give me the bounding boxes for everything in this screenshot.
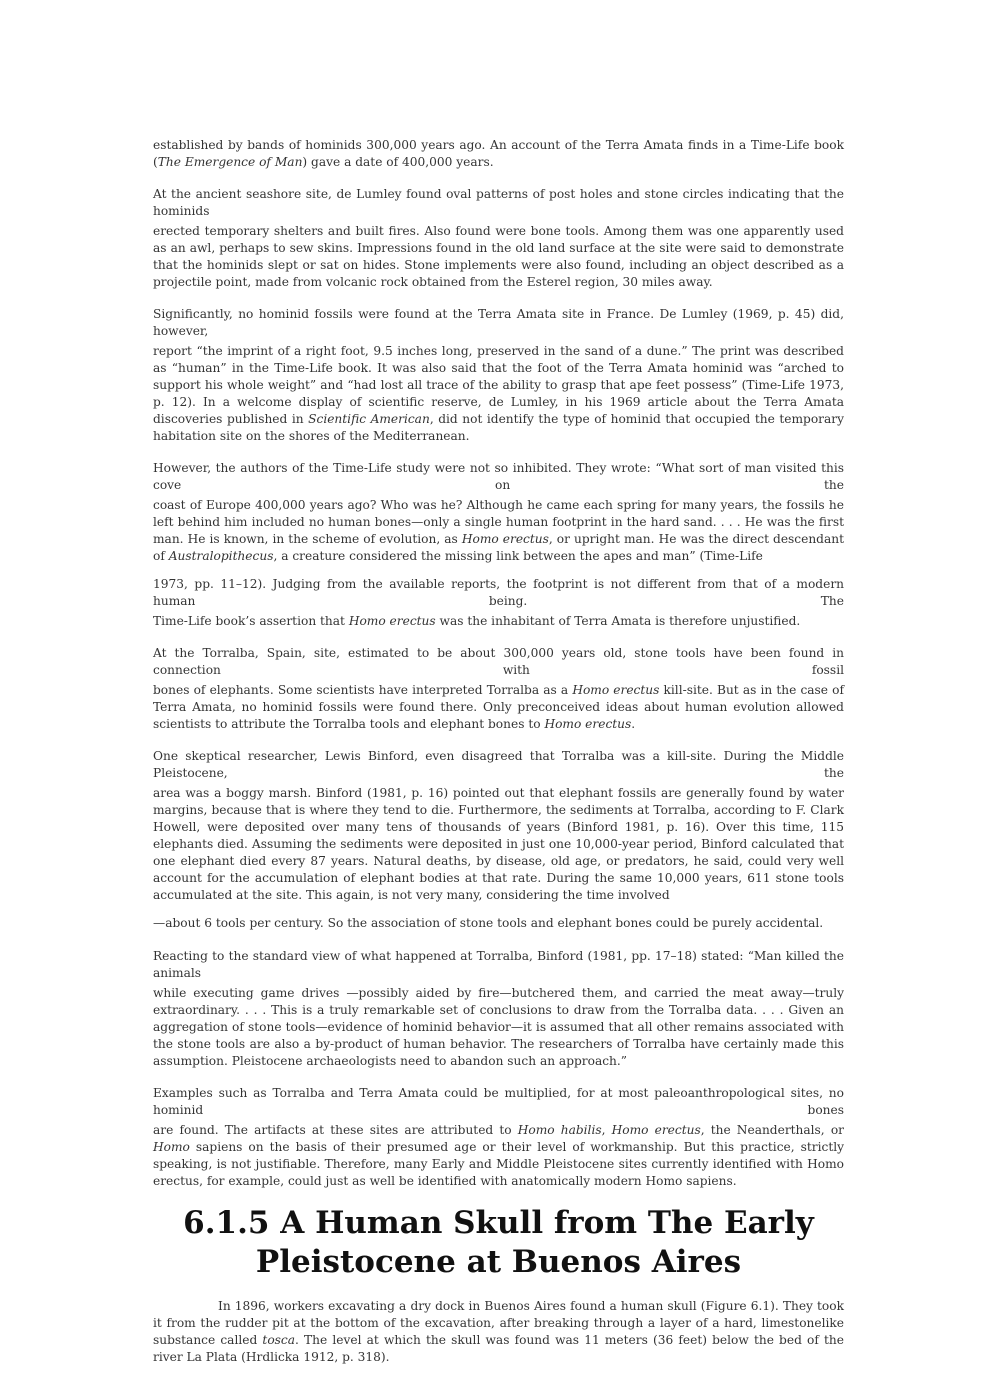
species-name: Homo erectus [461,532,549,546]
paragraph-examples [153,1085,844,1190]
text: coast of Europe 400,000 years ago? Who was he? Although he came each spring for many years, the fossils he left behind him included no human bones—only a single human footprint in the hard sand. . . . He was the first man. He is known, in the scheme of evolution, as [153,498,844,546]
species-name: Homo erectus [544,717,632,731]
species-name: Australopithecus [168,549,274,563]
paragraph-first-line: Examples such as Torralba and Terra Amata could be multiplied, for at most paleoanthropological sites, no hominid bones [153,1086,844,1117]
paragraph-binford [153,748,844,904]
paragraph-body: erected temporary shelters and built fires. Also found were bone tools. Among them was one apparently used as an awl, perhaps to sew skins. Impressions found in the old land surface at the site were said to demonstrate that the hominids slept or sat on hides. Stone implements were also found, including an object described as a projectile point, made from volcanic rock obtained from the Esterel region, 30 miles away. [153,224,844,289]
paragraph-terra-amata-date [153,137,844,171]
text: bones of elephants. Some scientists have interpreted Torralba as a [153,683,573,697]
text: was the inhabitant of Terra Amata is therefore unjustified. [435,614,801,628]
term-tosca: tosca [262,1333,296,1347]
text: sapiens on the basis of their presumed age or their level of workmanship. But this practice, strictly speaking, is not justifiable. Therefore, many Early and Middle Pleistocene sites currently identified with Homo erectus, for example, could just as well be identified with anatomically modern Homo sapiens. [153,1140,844,1188]
journal-title: Scientific American [308,412,430,426]
text: , or upright man. He was the direct descendant of [153,532,844,563]
paragraph-first-line: Significantly, no hominid fossils were found at the Terra Amata site in France. De Lumley (1969, p. 45) did, however, [153,307,844,338]
paragraph-tools-per-century [153,915,844,932]
species-name: Homo [153,1140,190,1154]
document-page [153,137,844,1366]
text: are found. The artifacts at these sites are attributed to [153,1123,518,1137]
paragraph-first-line: At the Torralba, Spain, site, estimated to be about 300,000 years old, stone tools have been found in connection with fossil [153,646,844,677]
text: . The level at which the skull was found was 11 meters (36 feet) below the bed of the river La Plata (Hrdlicka 1912, p. 318). [153,1333,844,1364]
paragraph-footprint-judgement [153,576,844,630]
text: , [601,1123,612,1137]
text: . [631,717,636,731]
text: , did not identify the type of hominid that occupied the temporary habitation site on the shores of the Mediterranean. [153,412,844,443]
book-title: The Emergence of Man [157,155,303,169]
text: In 1896, workers excavating a dry dock in Buenos Aires found a human skull (Figure 6.1). They took it from the rudder pit at the bottom of the excavation, after breaking through a layer of a hard, limestonelike substance called [153,1299,844,1347]
paragraph-no-fossils [153,306,844,445]
paragraph-first-line: One skeptical researcher, Lewis Binford, even disagreed that Torralba was a kill-site. During the Middle Pleistocene, the [153,749,844,780]
paragraph-torralba [153,645,844,733]
paragraph-body: while executing game drives —possibly aided by fire—butchered them, and carried the meat away—truly extraordinary. . . . This is a truly remarkable set of conclusions to draw from the Torralba data. . . . Given an aggregation of stone tools—evidence of hominid behavior—it is assumed that all other remains associated with the stone tools are also a by-product of human behavior. The researchers of Torralba have certainly made this assumption. Pleistocene archaeologists need to abandon such an approach.” [153,986,844,1068]
text: ) gave a date of 400,000 years. [302,155,494,169]
paragraph-first-line: However, the authors of the Time-Life study were not so inhibited. They wrote: “What sort of man visited this cove on the [153,461,844,492]
species-name: Homo erectus [348,614,436,628]
species-name: Homo habilis [517,1123,602,1137]
paragraph-body: area was a boggy marsh. Binford (1981, p. 16) pointed out that elephant fossils are generally found by water margins, because that is where they tend to die. Furthermore, the sediments at Torralba, according to F. Clark Howell, were deposited over many tens of thousands of years (Binford 1981, p. 16). Over this time, 115 elephants died. Assuming the sediments were deposited in just one 10,000-year period, Binford calculated that one elephant died every 87 years. Natural deaths, by disease, old age, or predators, he said, could very well account for the accumulation of elephant bodies at that rate. During the same 10,000 years, 611 stone tools accumulated at the site. This again, is not very many, considering the time involved [153,786,844,902]
text: , the Neanderthals, or [700,1123,844,1137]
species-name: Homo erectus [611,1123,701,1137]
text: established by bands of hominids 300,000 years ago. An account of the Terra Amata finds in a Time-Life book ( [153,138,844,169]
text: report “the imprint of a right foot, 9.5 inches long, preserved in the sand of a dune.” The print was described as “human” in the Time-Life book. It was also said that the foot of the Terra Amata hominid was “arched to support his whole weight” and “had lost all trace of the ability to grasp that ape feet possess” (Time-Life 1973, p. 12). In a welcome display of scientific reserve, de Lumley, in his 1969 article about the Terra Amata discoveries published in [153,344,844,426]
paragraph-first-line: 1973, pp. 11–12). Judging from the available reports, the footprint is not different from that of a modern human being. The [153,577,844,608]
paragraph-first-line: Reacting to the standard view of what happened at Torralba, Binford (1981, pp. 17–18) stated: “Man killed the animals [153,949,844,980]
paragraph-time-life-quote [153,460,844,565]
paragraph-buenos-aires-skull [153,1298,844,1366]
paragraph-binford-quote [153,948,844,1070]
paragraph-seashore-site [153,186,844,291]
text: Time-Life book’s assertion that [153,614,349,628]
section-heading-line-2: Pleistocene at Buenos Aires [255,1244,742,1280]
paragraph-first-line: At the ancient seashore site, de Lumley found oval patterns of post holes and stone circles indicating that the hominids [153,187,844,218]
text: , a creature considered the missing link between the apes and man” (Time-Life [273,549,763,563]
section-heading [153,1204,844,1282]
text: kill-site. But as in the case of Terra Amata, no hominid fossils were found there. Only preconceived ideas about human evolution allowed scientists to attribute the Torralba tools and elephant bones to [153,683,845,731]
paragraph-body: —about 6 tools per century. So the association of stone tools and elephant bones could be purely accidental. [153,916,824,930]
section-heading-line-1: 6.1.5 A Human Skull from The Early [183,1205,814,1241]
species-name: Homo erectus [572,683,660,697]
